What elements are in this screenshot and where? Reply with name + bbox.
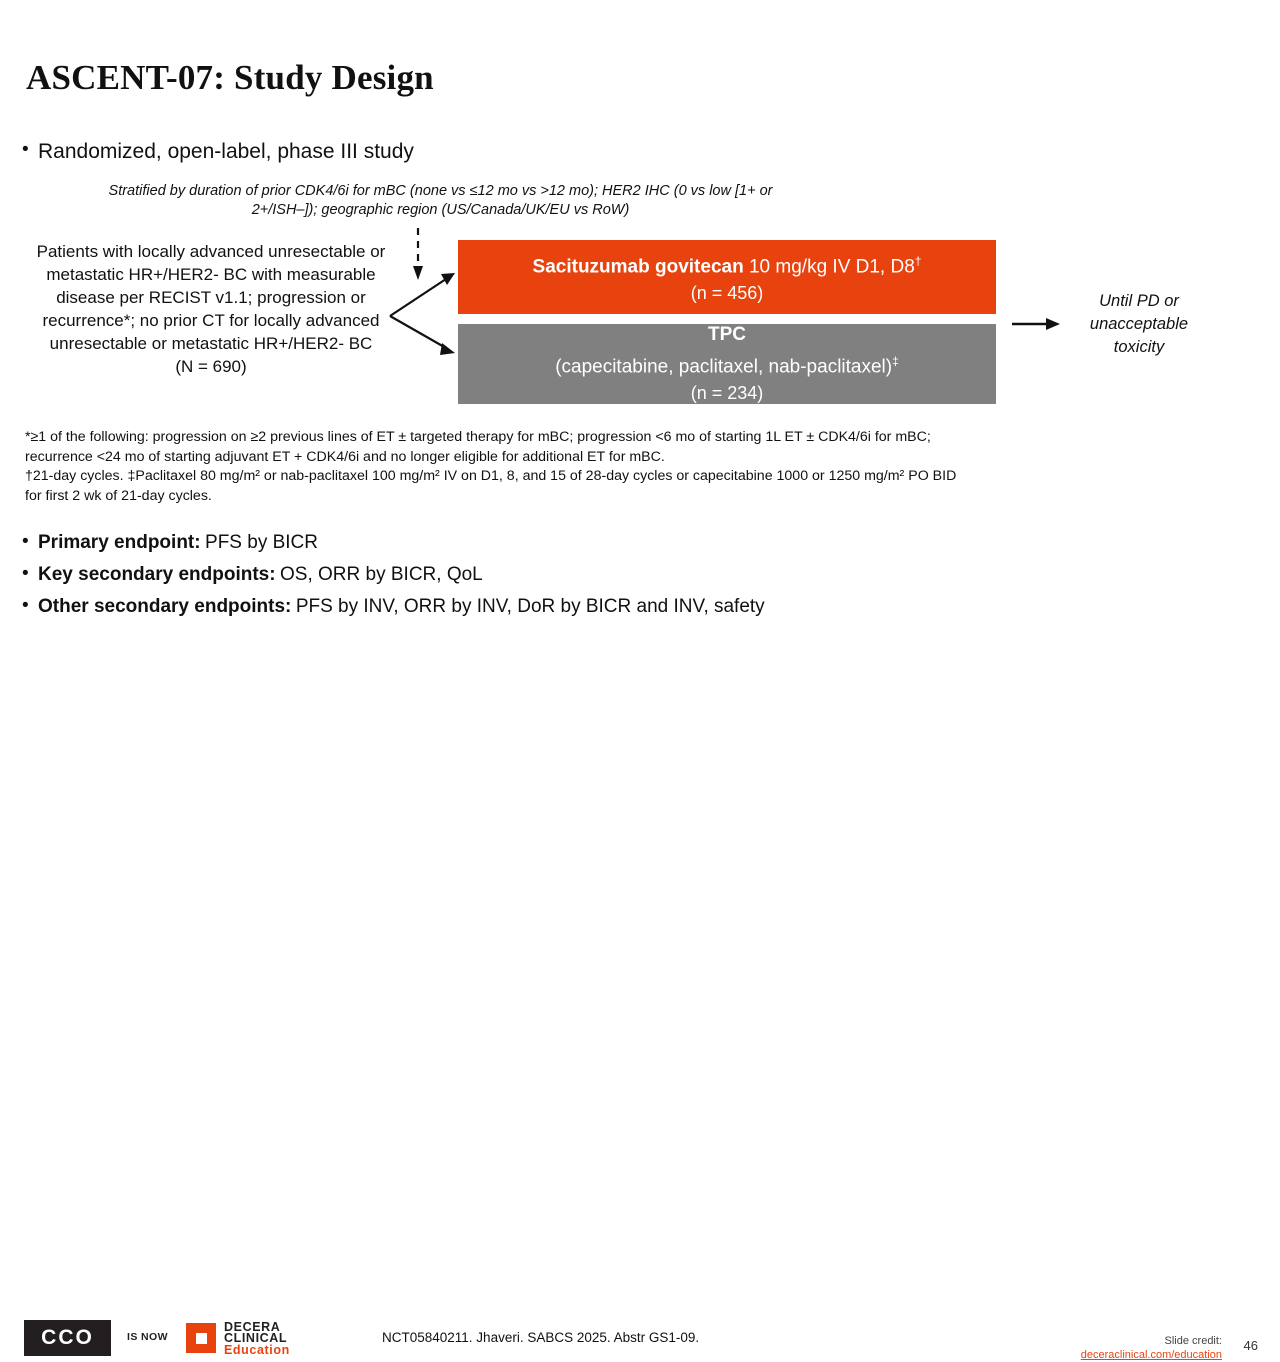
- page-title: ASCENT-07: Study Design: [26, 58, 434, 97]
- footnotes: [25, 428, 1210, 506]
- cco-logo: CCO: [24, 1320, 111, 1356]
- endpoint-primary-text: PFS by BICR: [205, 532, 319, 553]
- endpoint-key-secondary-text: OS, ORR by BICR, QoL: [280, 564, 483, 585]
- endpoints-list: [22, 532, 1202, 628]
- arm-tpc-line2: [458, 348, 996, 380]
- arm-tpc-name-text: TPC: [708, 323, 746, 345]
- bullet-dot-icon: •: [22, 531, 29, 552]
- endpoint-other-secondary-text: PFS by INV, ORR by INV, DoR by BICR and INV, safety: [295, 596, 765, 617]
- footnote-line-4: for first 2 wk of 21-day cycles.: [25, 487, 212, 504]
- bullet-dot-icon: •: [22, 595, 29, 616]
- outcome-text: Until PD or unacceptable toxicity: [1089, 292, 1189, 356]
- arm-tpc-n: (n = 234): [690, 383, 764, 404]
- footnote-line-3: †21-day cycles. ‡Paclitaxel 80 mg/m² or nab-paclitaxel 100 mg/m² IV on D1, 8, and 15 of 28-day cycles or capecitabine 1000 or 1250 mg/m² PO BID: [25, 468, 957, 484]
- footnote-line-2: recurrence <24 mo of starting adjuvant ET + CDK4/6i and no longer eligible for additional ET for mBC.: [25, 448, 665, 465]
- slide-credit-link[interactable]: deceraclinical.com/education: [1080, 1349, 1222, 1361]
- patient-population: [36, 240, 386, 378]
- endpoint-primary: [22, 532, 1202, 554]
- endpoint-key-secondary: [22, 564, 1202, 586]
- bullet-dot-icon: •: [22, 563, 29, 584]
- endpoint-other-secondary-label: Other secondary endpoints:: [38, 596, 292, 617]
- arm-sg-line1: [458, 248, 996, 280]
- arm-sg-n: (n = 456): [690, 283, 764, 304]
- population-text: Patients with locally advanced unresectable or metastatic HR+/HER2- BC with measurable disease per RECIST v1.1; progression or recurrence*; no prior CT for locally advanced unresectable or metastatic HR+/HER2- BC: [36, 242, 386, 353]
- arm-tpc-dagger: ‡: [892, 353, 899, 368]
- arm-sg-name: Sacituzumab govitecan: [532, 256, 744, 278]
- slide-credit: [1032, 1334, 1222, 1362]
- stratification-note: Stratified by duration of prior CDK4/6i for mBC (none vs ≤12 mo vs >12 mo); HER2 IHC (0 vs low [1+ or 2+/ISH–]); geographic region (US/Canada/UK/EU vs RoW): [108, 183, 773, 218]
- arm-sg-dagger: †: [914, 253, 922, 268]
- citation: NCT05840211. Jhaveri. SABCS 2025. Abstr GS1-09.: [382, 1330, 700, 1345]
- decera-logo-icon: [186, 1323, 216, 1353]
- treatment-arm-sacituzumab: [458, 240, 996, 314]
- footnote-line-1: *≥1 of the following: progression on ≥2 previous lines of ET ± targeted therapy for mBC; progression <6 mo of starting 1L ET ± CDK4/6i for mBC;: [25, 429, 931, 445]
- decera-line-1: DECERA: [224, 1320, 281, 1334]
- decera-line-3: Education: [224, 1342, 290, 1357]
- arm-tpc-name: [458, 322, 996, 348]
- endpoint-key-secondary-label: Key secondary endpoints:: [38, 564, 276, 585]
- slide-credit-label: Slide credit:: [1164, 1335, 1222, 1347]
- is-now-label: IS NOW: [127, 1331, 168, 1343]
- endpoint-primary-label: Primary endpoint:: [38, 532, 201, 553]
- population-n: (N = 690): [175, 357, 247, 376]
- treatment-arm-tpc: [458, 324, 996, 404]
- lead-bullet-text: Randomized, open-label, phase III study: [38, 140, 414, 163]
- bullet-dot-icon: •: [22, 139, 29, 160]
- arm-tpc-dose: (capecitabine, paclitaxel, nab-paclitaxel): [555, 356, 893, 378]
- arm-sg-dose: 10 mg/kg IV D1, D8: [748, 256, 915, 278]
- decera-wordmark: [224, 1322, 290, 1356]
- endpoint-other-secondary: [22, 596, 1202, 618]
- lead-bullet: [22, 140, 414, 164]
- slide-number: 46: [1243, 1338, 1258, 1353]
- footer: [0, 656, 1280, 1361]
- decera-line-2: CLINICAL: [224, 1331, 288, 1346]
